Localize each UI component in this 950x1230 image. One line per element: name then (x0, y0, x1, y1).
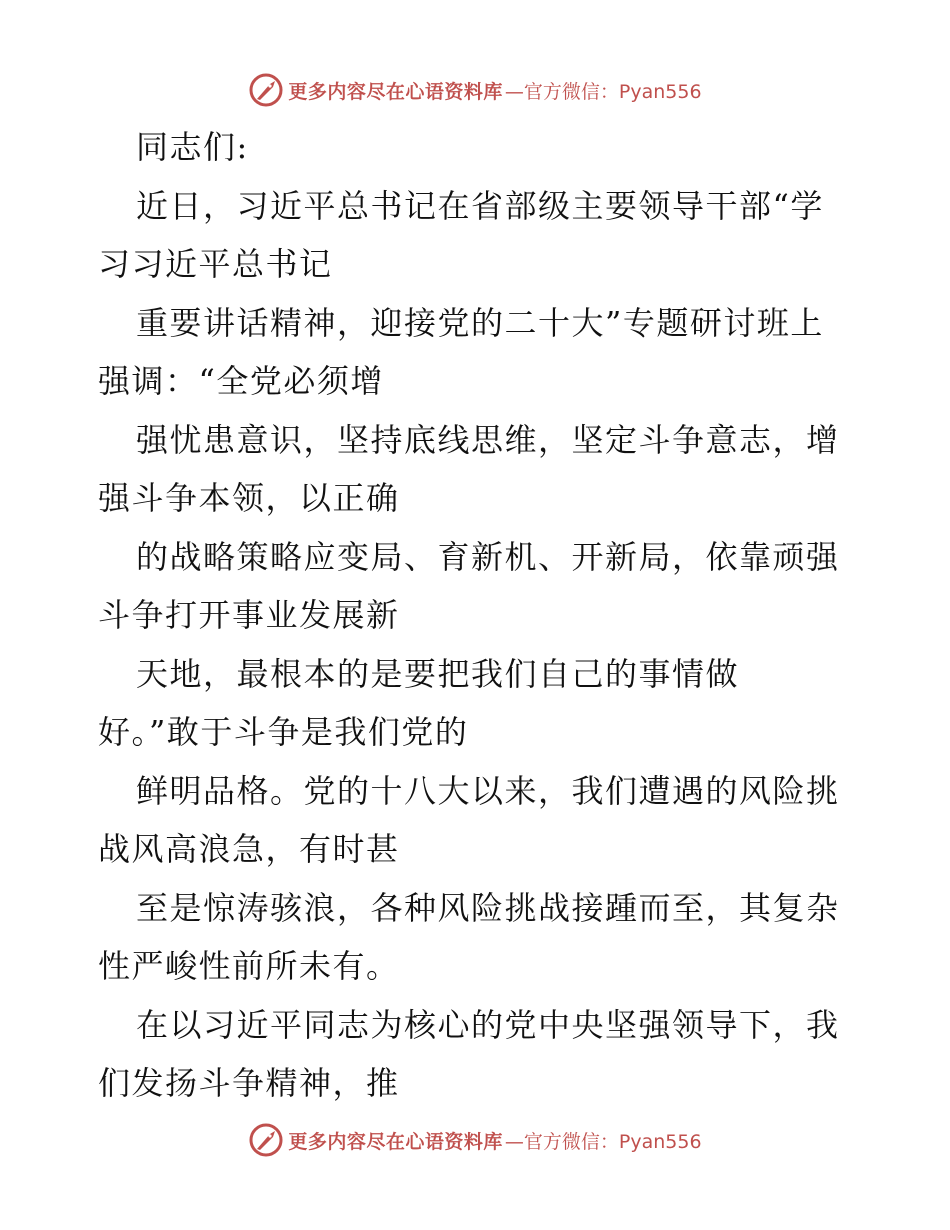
watermark-brand: 更多内容尽在心语资料库 (288, 1130, 503, 1153)
text-line: 斗争打开事业发展新 (98, 596, 400, 634)
pen-nib-logo-icon (248, 72, 284, 108)
text-line: 们发扬斗争精神，推 (98, 1064, 400, 1102)
text-line: 性严峻性前所未有。 (98, 947, 400, 985)
text-line: 鲜明品格。党的十八大以来，我们遭遇的风险挑 (136, 771, 840, 810)
text-line: 天地，最根本的是要把我们自己的事情做 (136, 654, 740, 693)
pen-nib-logo-icon (248, 1122, 284, 1158)
header-watermark (0, 70, 950, 110)
text-line: 的战略策略应变局、育新机、开新局，依靠顽强 (136, 537, 840, 576)
text-line: 习习近平总书记 (98, 245, 333, 283)
watermark-contact: —官方微信：Pyan556 (504, 1130, 702, 1153)
text-line: 强调：“全党必须增 (98, 362, 384, 400)
text-line: 强斗争本领，以正确 (98, 479, 400, 517)
text-line: 好。”敢于斗争是我们党的 (98, 713, 469, 751)
text-line: 战风高浪急，有时甚 (98, 830, 400, 868)
footer-watermark (0, 1120, 950, 1160)
text-line: 近日，习近平总书记在省部级主要领导干部“学 (136, 186, 824, 225)
text-line: 强忧患意识，坚持底线思维，坚定斗争意志，增 (136, 420, 840, 459)
text-line: 至是惊涛骇浪，各种风险挑战接踵而至，其复杂 (136, 888, 840, 927)
watermark-brand: 更多内容尽在心语资料库 (288, 80, 503, 103)
watermark-contact: —官方微信：Pyan556 (504, 80, 702, 103)
text-line: 重要讲话精神，迎接党的二十大”专题研讨班上 (136, 303, 824, 342)
salutation-line: 同志们: (136, 128, 249, 166)
text-line: 在以习近平同志为核心的党中央坚强领导下，我 (136, 1005, 840, 1044)
document-body (98, 118, 858, 1113)
